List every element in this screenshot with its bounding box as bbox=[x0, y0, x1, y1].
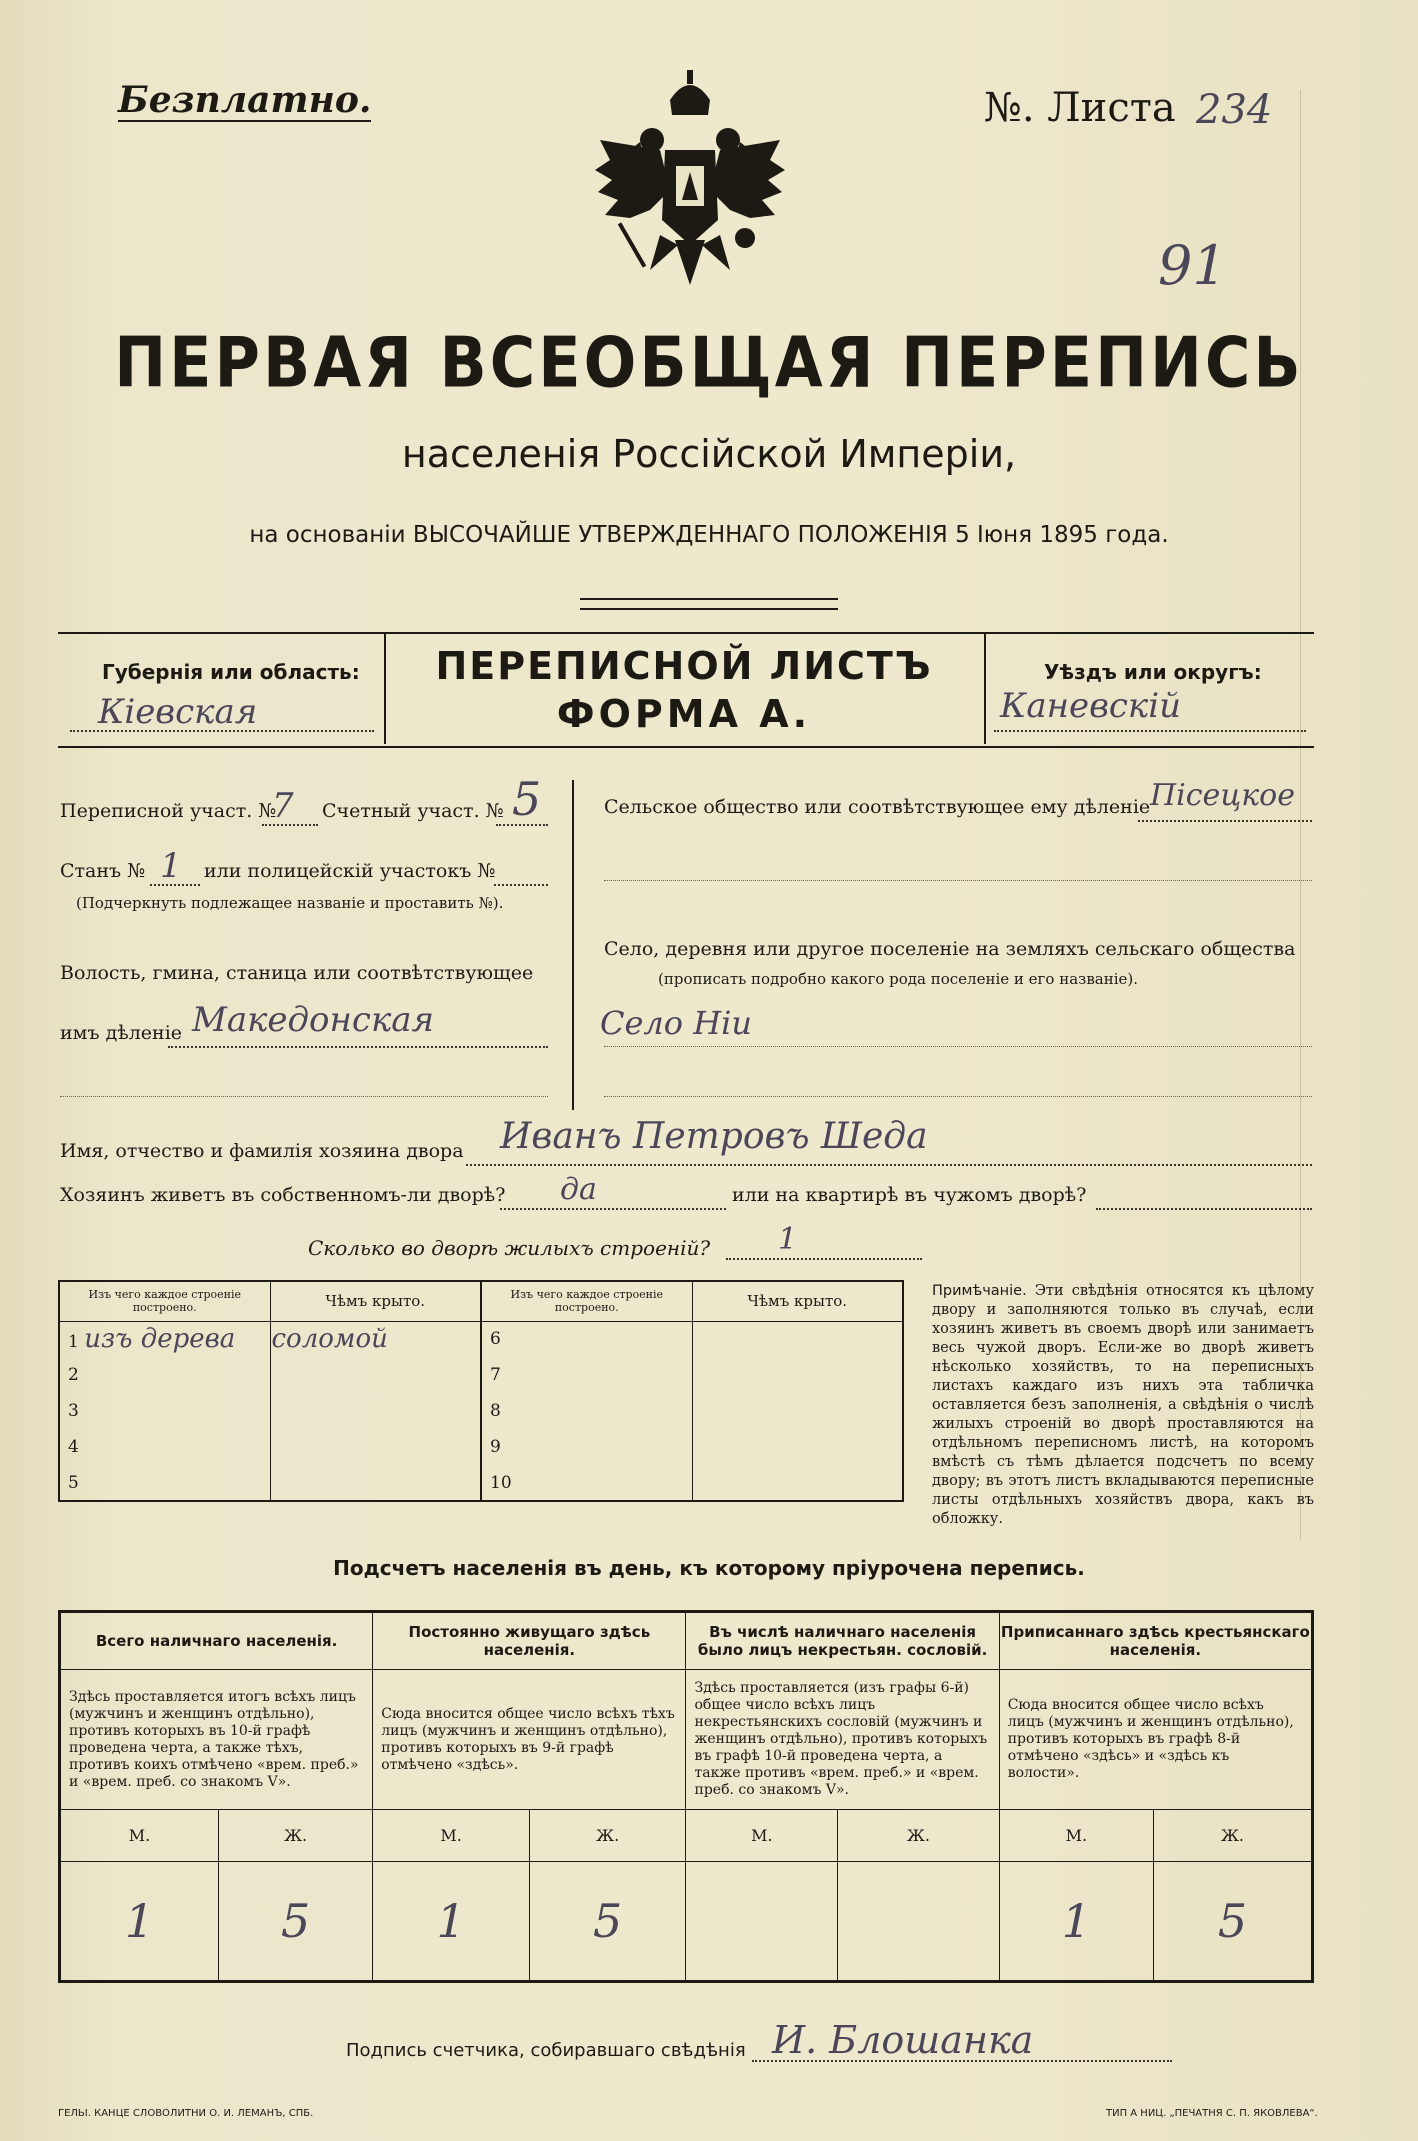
col-roof-header-2: Чѣмъ крыто. bbox=[692, 1281, 903, 1321]
own-yard-label: Хозяинъ живетъ въ собственномъ-ли дворѣ? bbox=[60, 1184, 506, 1206]
sheet-number-value: 234 bbox=[1196, 87, 1273, 133]
pop-1-m: 1 bbox=[60, 1862, 219, 1982]
pop-2-m: 1 bbox=[373, 1862, 530, 1982]
volost-value: Македонская bbox=[192, 1000, 435, 1040]
row-material: изъ дерева bbox=[84, 1324, 236, 1355]
buildings-count-line bbox=[726, 1258, 922, 1260]
owner-name-label: Имя, отчество и фамилія хозяина двора bbox=[60, 1140, 464, 1162]
village-label: Село, деревня или другое поселеніе на земляхъ сельскаго общества bbox=[604, 938, 1296, 960]
pop-col-1-desc: Здѣсь проставляется итогъ всѣхъ лицъ (мужчинъ и женщинъ отдѣльно), противъ которыхъ въ 10-й графѣ проведена черта, а также тѣхъ, противъ коихъ отмѣчено «врем. преб.» и «врем. преб. со знакомъ V». bbox=[60, 1670, 373, 1810]
pop-3-m bbox=[686, 1862, 838, 1982]
community-line bbox=[1138, 820, 1312, 822]
own-yard-line bbox=[500, 1208, 726, 1210]
buildings-count-label: Сколько во дворѣ жилыхъ строеній? bbox=[308, 1236, 711, 1260]
pop-m-label: М. bbox=[686, 1810, 838, 1862]
row-no: 4 bbox=[68, 1437, 79, 1457]
row-no: 9 bbox=[490, 1437, 501, 1457]
community-value: Пісецкое bbox=[1150, 778, 1295, 813]
rented-yard-label: или на квартирѣ въ чужомъ дворѣ? bbox=[732, 1184, 1087, 1206]
table-row bbox=[59, 1465, 903, 1501]
row-no: 10 bbox=[490, 1472, 512, 1493]
row-no: 3 bbox=[68, 1401, 79, 1421]
pop-f-label: Ж. bbox=[1153, 1810, 1312, 1862]
pop-col-3-desc: Здѣсь проставляется (изъ графы 6-й) общее число всѣхъ лицъ некрестьянскихъ сословій (мужчинъ и женщинъ отдѣльно), противъ которыхъ въ графѣ 10-й проведена черта, а также противъ «врем. преб.» и «врем. преб. со знакомъ V». bbox=[686, 1670, 999, 1810]
sheet-number-label: №. Листа bbox=[984, 85, 1176, 131]
district-label: Уѣздъ или округъ: bbox=[1044, 660, 1262, 684]
pop-4-f: 5 bbox=[1153, 1862, 1312, 1982]
volost-extra-line bbox=[60, 1096, 548, 1097]
owner-name-value: Иванъ Петровъ Шеда bbox=[500, 1116, 928, 1157]
row-no: 8 bbox=[490, 1401, 501, 1421]
pop-f-label: Ж. bbox=[838, 1810, 1000, 1862]
pop-col-4-desc: Сюда вносится общее число всѣхъ лицъ (мужчинъ и женщинъ отдѣльно), противъ которыхъ въ графѣ 8-й отмѣчено «здѣсь» и «здѣсь къ волости». bbox=[999, 1670, 1312, 1810]
village-value: Село Ніи bbox=[600, 1004, 752, 1042]
population-table bbox=[58, 1610, 1314, 1983]
owner-name-line bbox=[466, 1164, 1312, 1166]
community-extra-line bbox=[604, 880, 1312, 881]
volost-line bbox=[168, 1046, 548, 1048]
volost-label-1: Волость, гмина, станица или соотвѣтствующее bbox=[60, 962, 534, 984]
page-title: ПЕРВАЯ ВСЕОБЩАЯ ПЕРЕПИСЬ bbox=[114, 321, 1304, 404]
ornament-divider bbox=[580, 598, 838, 610]
rented-yard-line bbox=[1096, 1208, 1312, 1210]
pop-f-label: Ж. bbox=[529, 1810, 686, 1862]
imprint-left: ГЕЛЬІ. КАНЦЕ СЛОВОЛИТНИ О. И. ЛЕМАНЪ, СПБ. bbox=[58, 2108, 314, 2119]
table-row bbox=[59, 1393, 903, 1429]
col-material-header-2: Изъ чего каждое строеніе построено. bbox=[481, 1281, 692, 1321]
community-label: Сельское общество или соотвѣтствующее ему дѣленіе bbox=[604, 796, 1151, 818]
pop-m-label: М. bbox=[60, 1810, 219, 1862]
col-roof-header: Чѣмъ крыто. bbox=[270, 1281, 481, 1321]
pop-2-f: 5 bbox=[529, 1862, 686, 1982]
district-value: Каневскій bbox=[1000, 686, 1182, 726]
table-row bbox=[59, 1429, 903, 1465]
imprint-right: ТИП А НИЦ. „ПЕЧАТНЯ С. П. ЯКОВЛЕВА“. bbox=[1106, 2108, 1318, 2119]
free-label: Безплатно. bbox=[118, 79, 372, 121]
table-row bbox=[59, 1357, 903, 1393]
form-title: ПЕРЕПИСНОЙ ЛИСТЪ bbox=[435, 644, 933, 688]
province-value: Кіевская bbox=[98, 692, 258, 732]
row-no: 7 bbox=[490, 1365, 501, 1385]
pop-m-label: М. bbox=[999, 1810, 1153, 1862]
note-label: Примѣчаніе. bbox=[932, 1283, 1027, 1299]
count-section-label: Счетный участ. № bbox=[322, 800, 504, 822]
buildings-count-value: 1 bbox=[778, 1222, 798, 1257]
police-label: или полицейскій участокъ № bbox=[204, 860, 496, 882]
own-yard-value: да bbox=[560, 1172, 597, 1207]
pop-col-1-head: Всего наличнаго населенія. bbox=[60, 1612, 373, 1670]
form-letter: ФОРМА А. bbox=[556, 692, 812, 736]
pop-col-2-desc: Сюда вносится общее число всѣхъ тѣхъ лицъ (мужчинъ и женщинъ отдѣльно), противъ которыхъ въ 9-й графѣ отмѣчено «здѣсь». bbox=[373, 1670, 686, 1810]
note-text: Эти свѣдѣнія относятся къ цѣлому двору и заполняются только въ случаѣ, если хозяинъ живетъ въ своемъ дворѣ или занимаетъ весь чужой дворъ. Если-же во дворѣ живетъ нѣсколько хозяйствъ, то на переписныхъ листахъ каждаго изъ нихъ эта табличка оставляется безъ заполненія, а свѣдѣнія о числѣ жилыхъ строеній во дворѣ проставляются на отдѣльномъ переписномъ листѣ, на которомъ вмѣстѣ съ тѣмъ дѣлается подсчетъ по всему двору; въ этотъ листъ вкладываются переписные листы отдѣльныхъ хозяйствъ двора, какъ въ обложку. bbox=[932, 1283, 1314, 1527]
legal-basis: на основаніи ВЫСОЧАЙШЕ УТВЕРЖДЕННАГО ПОЛОЖЕНІЯ 5 Іюня 1895 года. bbox=[249, 522, 1169, 548]
signature-value: И. Блошанка bbox=[772, 2018, 1034, 2062]
census-section-label: Переписной участ. № bbox=[60, 800, 277, 822]
province-label: Губернія или область: bbox=[102, 660, 360, 684]
location-divider bbox=[572, 780, 574, 1110]
village-note: (прописать подробно какого рода поселеніе и его названіе). bbox=[658, 970, 1138, 988]
signature-label: Подпись счетчика, собиравшаго свѣдѣнія bbox=[346, 2040, 746, 2061]
village-line-1 bbox=[604, 1046, 1312, 1047]
pop-col-3-head: Въ числѣ наличнаго населенія было лицъ некрестьян. сословій. bbox=[686, 1612, 999, 1670]
volost-label-2: имъ дѣленіе bbox=[60, 1022, 183, 1044]
row-no: 6 bbox=[490, 1329, 501, 1350]
row-no: 1 bbox=[68, 1332, 79, 1353]
district-line bbox=[994, 730, 1306, 732]
buildings-table bbox=[58, 1280, 904, 1502]
underline-note: (Подчеркнуть подлежащее названіе и проставить №). bbox=[76, 894, 504, 912]
pop-1-f: 5 bbox=[219, 1862, 373, 1982]
pop-3-f bbox=[838, 1862, 1000, 1982]
census-section-value: 7 bbox=[272, 786, 294, 826]
population-title: Подсчетъ населенія въ день, къ которому пріурочена перепись. bbox=[333, 1556, 1085, 1580]
coat-of-arms-icon bbox=[590, 70, 790, 300]
pop-col-4-head: Приписаннаго здѣсь крестьянскаго населенія. bbox=[999, 1612, 1312, 1670]
table-row bbox=[59, 1321, 903, 1357]
stan-value: 1 bbox=[160, 846, 182, 886]
village-line-2 bbox=[604, 1096, 1312, 1097]
pop-col-2-head: Постоянно живущаго здѣсь населенія. bbox=[373, 1612, 686, 1670]
pop-f-label: Ж. bbox=[219, 1810, 373, 1862]
row-no: 5 bbox=[68, 1472, 79, 1493]
pop-m-label: М. bbox=[373, 1810, 530, 1862]
buildings-note bbox=[932, 1282, 1314, 1529]
row-no: 2 bbox=[68, 1365, 79, 1385]
page-number: 91 bbox=[1158, 234, 1227, 297]
pop-4-m: 1 bbox=[999, 1862, 1153, 1982]
page-subtitle: населенія Россійской Имперіи, bbox=[401, 432, 1017, 476]
row-roof: соломой bbox=[271, 1324, 388, 1355]
count-section-value: 5 bbox=[512, 772, 542, 826]
col-material-header: Изъ чего каждое строеніе построено. bbox=[59, 1281, 270, 1321]
province-line bbox=[70, 730, 374, 732]
stan-label: Станъ № bbox=[60, 860, 146, 882]
police-line bbox=[494, 884, 548, 886]
